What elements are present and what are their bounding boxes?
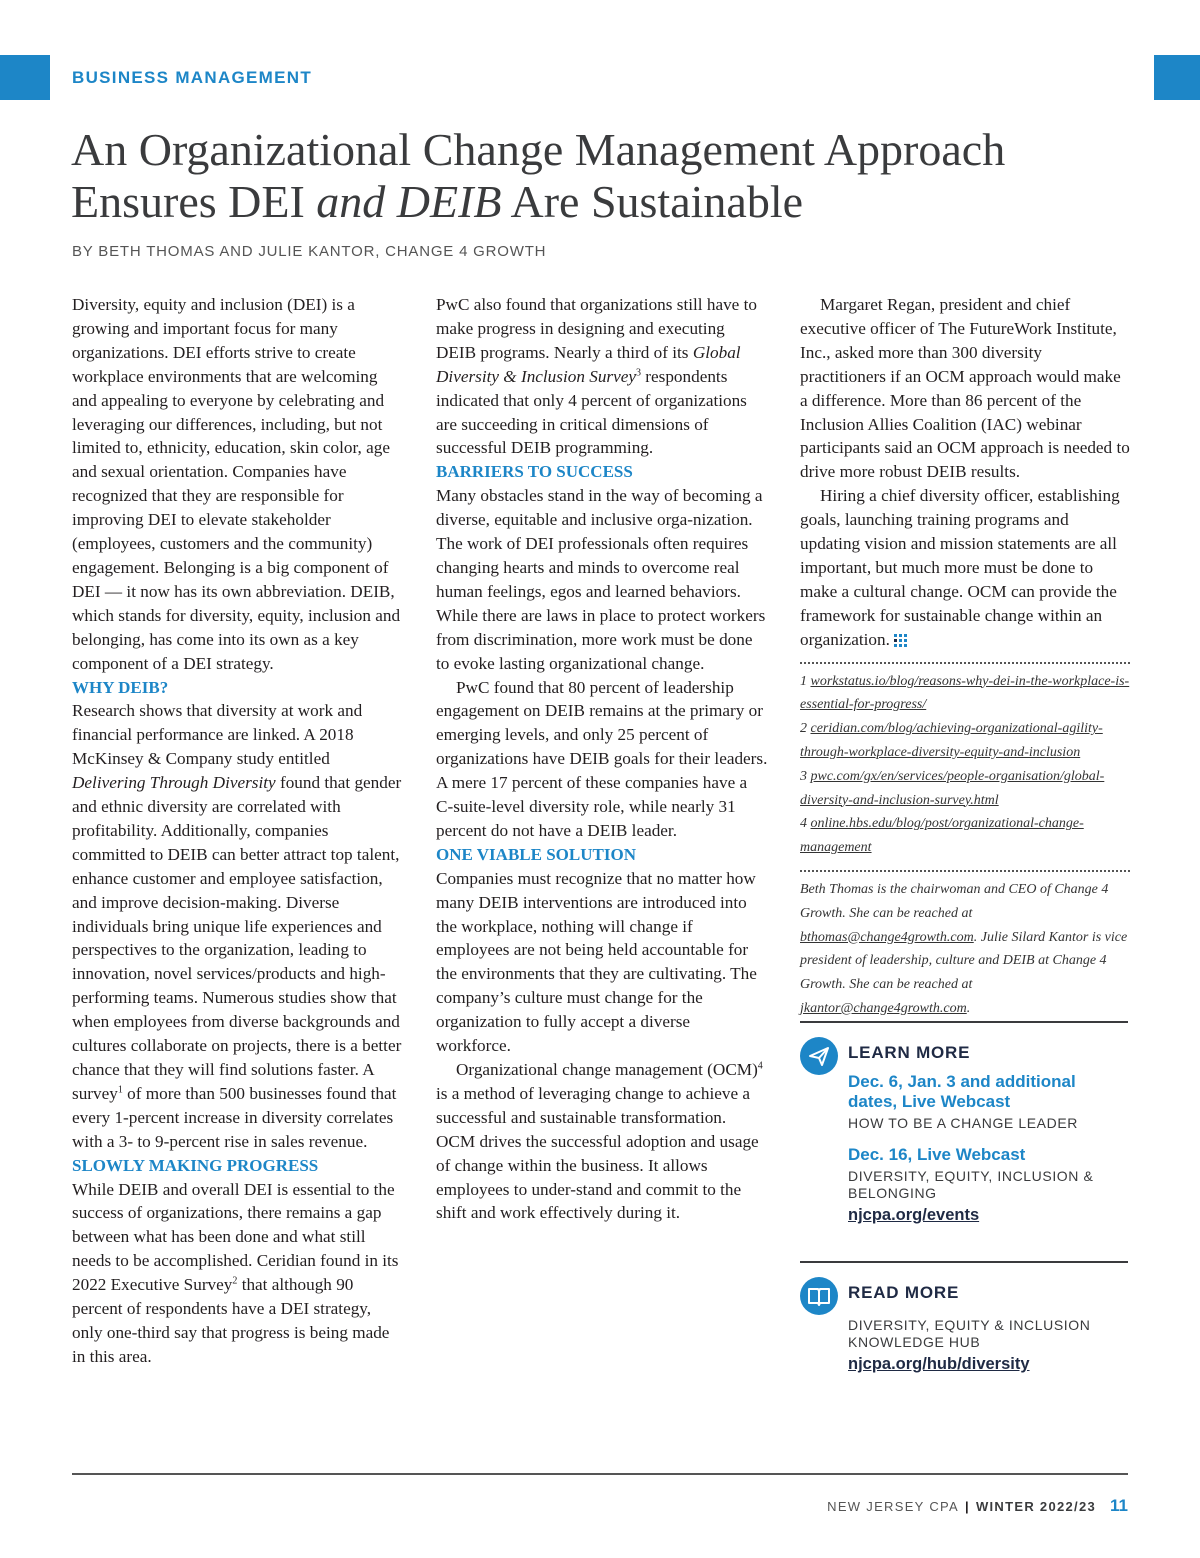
intro-paragraph: Diversity, equity and inclusion (DEI) is a growing and important focus for many organizations. DEI efforts strive to create workplace environments that are welcoming and appealing to everyone by celebrating and leveraging our differences, including, but not limited to, ethnicity, education, skin color, age and sexual orientation. Companies have recognized that they are responsible for improving DEI to elevate stakeholder (employees, customers and the community) engagement. Belonging is a big component of DEI — it now has its own abbreviation. DEIB, which stands for diversity, equity, inclusion and belonging, has come into its own as a key component of a DEI strategy. [72, 295, 401, 673]
footnote-item [800, 765, 1130, 813]
article-column-2 [436, 293, 768, 1225]
footnote-ref-4: 4 [757, 1060, 763, 1072]
email-link-jkantor[interactable]: jkantor@change4growth.com [800, 1000, 967, 1016]
footnote-link-3[interactable]: pwc.com/gx/en/services/people-organisation/global-diversity-and-inclusion-survey.html [800, 768, 1105, 808]
publication-name: NEW JERSEY CPA [827, 1499, 959, 1514]
footnote-item [800, 670, 1130, 718]
read-more-box [800, 1261, 1128, 1374]
footnote-ref-2: 2 [232, 1275, 238, 1287]
read-more-content [848, 1263, 1128, 1374]
article-headline [71, 124, 1151, 228]
footnote-number: 3 [800, 768, 807, 784]
article-column-3 [800, 293, 1130, 1021]
footnote-number: 2 [800, 721, 807, 737]
footnote-ref-3: 3 [636, 366, 641, 378]
pwc-text-a: PwC also found that organizations still have to make progress in designing and executing DEIB programs. Nearly a third of its [436, 295, 757, 362]
learn-more-content [848, 1023, 1128, 1225]
hub-description: DIVERSITY, EQUITY & INCLUSION KNOWLEDGE HUB [848, 1317, 1091, 1350]
headline-line2b: Are Sustainable [501, 176, 804, 227]
solution-paragraph-2 [436, 1058, 768, 1225]
footnote-ref-1: 1 [117, 1084, 123, 1096]
read-more-title: READ MORE [848, 1283, 960, 1302]
footnotes [800, 670, 1130, 860]
footnote-link-4[interactable]: online.hbs.edu/blog/post/organizational-change-management [800, 816, 1084, 856]
footnote-item [800, 812, 1130, 860]
solution-paragraph-4 [800, 484, 1130, 651]
barriers-heading: BARRIERS TO SUCCESS [436, 462, 633, 482]
issue-label: WINTER 2022/23 [975, 1499, 1097, 1514]
footer-separator: | [965, 1499, 970, 1514]
closing-text: Hiring a chief diversity officer, establishing goals, launching training programs and updating vision and mission statements are all important, but much more must be done to make a cultural change. OCM can provide the framework for sustainable change within an organization. [800, 486, 1120, 649]
headline-line2-italic: and DEIB [316, 176, 502, 227]
ocm-text-b: is a method of leveraging change to achieve a successful and sustainable transformation. OCM drives the successful adoption and usage of change within the business. It allows employees to under-stand and commit to the shift and work effectively during it. [436, 1083, 759, 1223]
footnote-item [800, 717, 1130, 765]
diversity-hub-link[interactable]: njcpa.org/hub/diversity [848, 1355, 1030, 1373]
learn-more-box [800, 1021, 1128, 1225]
bio-text-b: . Julie Silard Kantor is vice president of leadership, culture and DEIB at Change 4 Growth. She can be reached at [800, 929, 1128, 993]
footnotes-divider-bottom [800, 870, 1130, 872]
why-deib-heading: WHY DEIB? [72, 677, 169, 697]
slowly-progress-heading: SLOWLY MAKING PROGRESS [72, 1155, 319, 1175]
why-deib-paragraph [72, 699, 404, 1153]
bio-text-c: . [966, 1000, 971, 1016]
paper-plane-icon [800, 1037, 838, 1075]
pwc-paragraph [436, 293, 768, 460]
end-of-article-icon [894, 634, 907, 647]
barriers-paragraph-2: PwC found that 80 percent of leadership engagement on DEIB remains at the primary or emerging levels, and only 25 percent of organizations have DEIB goals for their leaders. A mere 17 percent of these companies have a C-suite-level diversity role, while nearly 31 percent do not have a DEIB leader. [436, 677, 768, 840]
event-date-1: Dec. 6, Jan. 3 and additional dates, Live Webcast [848, 1072, 1076, 1111]
headline-line2a: Ensures DEI [71, 176, 317, 227]
book-icon [800, 1277, 838, 1315]
footer-rule [72, 1473, 1128, 1475]
footnote-link-2[interactable]: ceridian.com/blog/achieving-organizational-agility-through-workplace-diversity-equity-and-inclusion [800, 721, 1103, 760]
ocm-text-a: Organizational change management (OCM) [456, 1060, 758, 1079]
page-number: 11 [1110, 1496, 1128, 1515]
footnote-link-1[interactable]: workstatus.io/blog/reasons-why-dei-in-the-workplace-is-essential-for-progress/ [800, 673, 1130, 713]
event-date-2: Dec. 16, Live Webcast [848, 1145, 1026, 1164]
article-column-1 [72, 293, 404, 1369]
footnote-number: 4 [800, 816, 807, 832]
page-footer [827, 1496, 1128, 1516]
corner-accent-right [1154, 55, 1200, 100]
author-bio [800, 878, 1130, 1021]
slow-text-a: While DEIB and overall DEI is essential to the success of organizations, there remains a gap between what has been done and what still needs to be accomplished. Ceridian found in its 2022 Executive Survey [72, 1179, 399, 1295]
headline-line1: An Organizational Change Management Approach [71, 124, 1006, 175]
why-text-b: found that gender and ethnic diversity are correlated with profitability. Additionally, companies committed to DEIB can better attract top talent, enhance customer and employee satisfaction, and improve decision-making. Diverse individuals bring unique life experiences and perspectives to the organization, leading to innovation, novel services/products and high-performing teams. Numerous studies show that when employees from diverse backgrounds and cultures collaborate on projects, there is a better chance that they will find solutions faster. A survey [72, 773, 402, 1103]
why-text-c: of more than 500 businesses found that every 1-percent increase in diversity correlates with a 3- to 9-percent rise in sales revenue. [72, 1083, 397, 1151]
solution-heading: ONE VIABLE SOLUTION [436, 844, 636, 864]
pwc-survey-title: Global Diversity & Inclusion Survey [436, 342, 741, 386]
why-text-a: Research shows that diversity at work and financial performance are linked. A 2018 McKinsey & Company study entitled [72, 701, 363, 769]
email-link-bthomas[interactable]: bthomas@change4growth.com [800, 929, 974, 945]
footnote-number: 1 [800, 673, 807, 689]
event-name-2: DIVERSITY, EQUITY, INCLUSION & BELONGING [848, 1168, 1094, 1201]
slowly-progress-paragraph [72, 1178, 404, 1369]
section-label: BUSINESS MANAGEMENT [72, 68, 313, 87]
solution-paragraph-3: Margaret Regan, president and chief executive officer of The FutureWork Institute, Inc., asked more than 300 diversity practitioners if an OCM approach would make a difference. More than 86 percent of the Inclusion Allies Coalition (IAC) webinar participants said an OCM approach is needed to drive more robust DEIB results. [800, 295, 1130, 482]
solution-paragraph-1: Companies must recognize that no matter how many DEIB interventions are introduced into the workplace, nothing will change if employees are not being held accountable for the environments that they are cultivating. The company’s culture must change for the organization to fully accept a diverse workforce. [436, 868, 757, 1056]
event-name-1: HOW TO BE A CHANGE LEADER [848, 1115, 1078, 1131]
why-study-title: Delivering Through Diversity [72, 773, 276, 793]
bio-text-a: Beth Thomas is the chairwoman and CEO of Change 4 Growth. She can be reached at [800, 881, 1109, 921]
byline: BY BETH THOMAS AND JULIE KANTOR, CHANGE 4 GROWTH [72, 243, 547, 260]
pwc-text-b: respondents indicated that only 4 percent of organizations are succeeding in critical dimensions of successful DEIB programming. [436, 366, 747, 458]
learn-more-title: LEARN MORE [848, 1043, 971, 1062]
footnotes-divider-top [800, 662, 1130, 664]
barriers-paragraph-1: Many obstacles stand in the way of becoming a diverse, equitable and inclusive orga-nization. The work of DEI professionals often requires changing hearts and minds to overcome real human feelings, egos and learned behaviors. While there are laws in place to protect workers from discrimination, more work must be done to evoke lasting organizational change. [436, 486, 766, 673]
events-link[interactable]: njcpa.org/events [848, 1206, 980, 1224]
corner-accent-left [0, 55, 50, 100]
slow-text-b: that although 90 percent of respondents have a DEI strategy, only one-third say that progress is being made in this area. [72, 1275, 390, 1366]
